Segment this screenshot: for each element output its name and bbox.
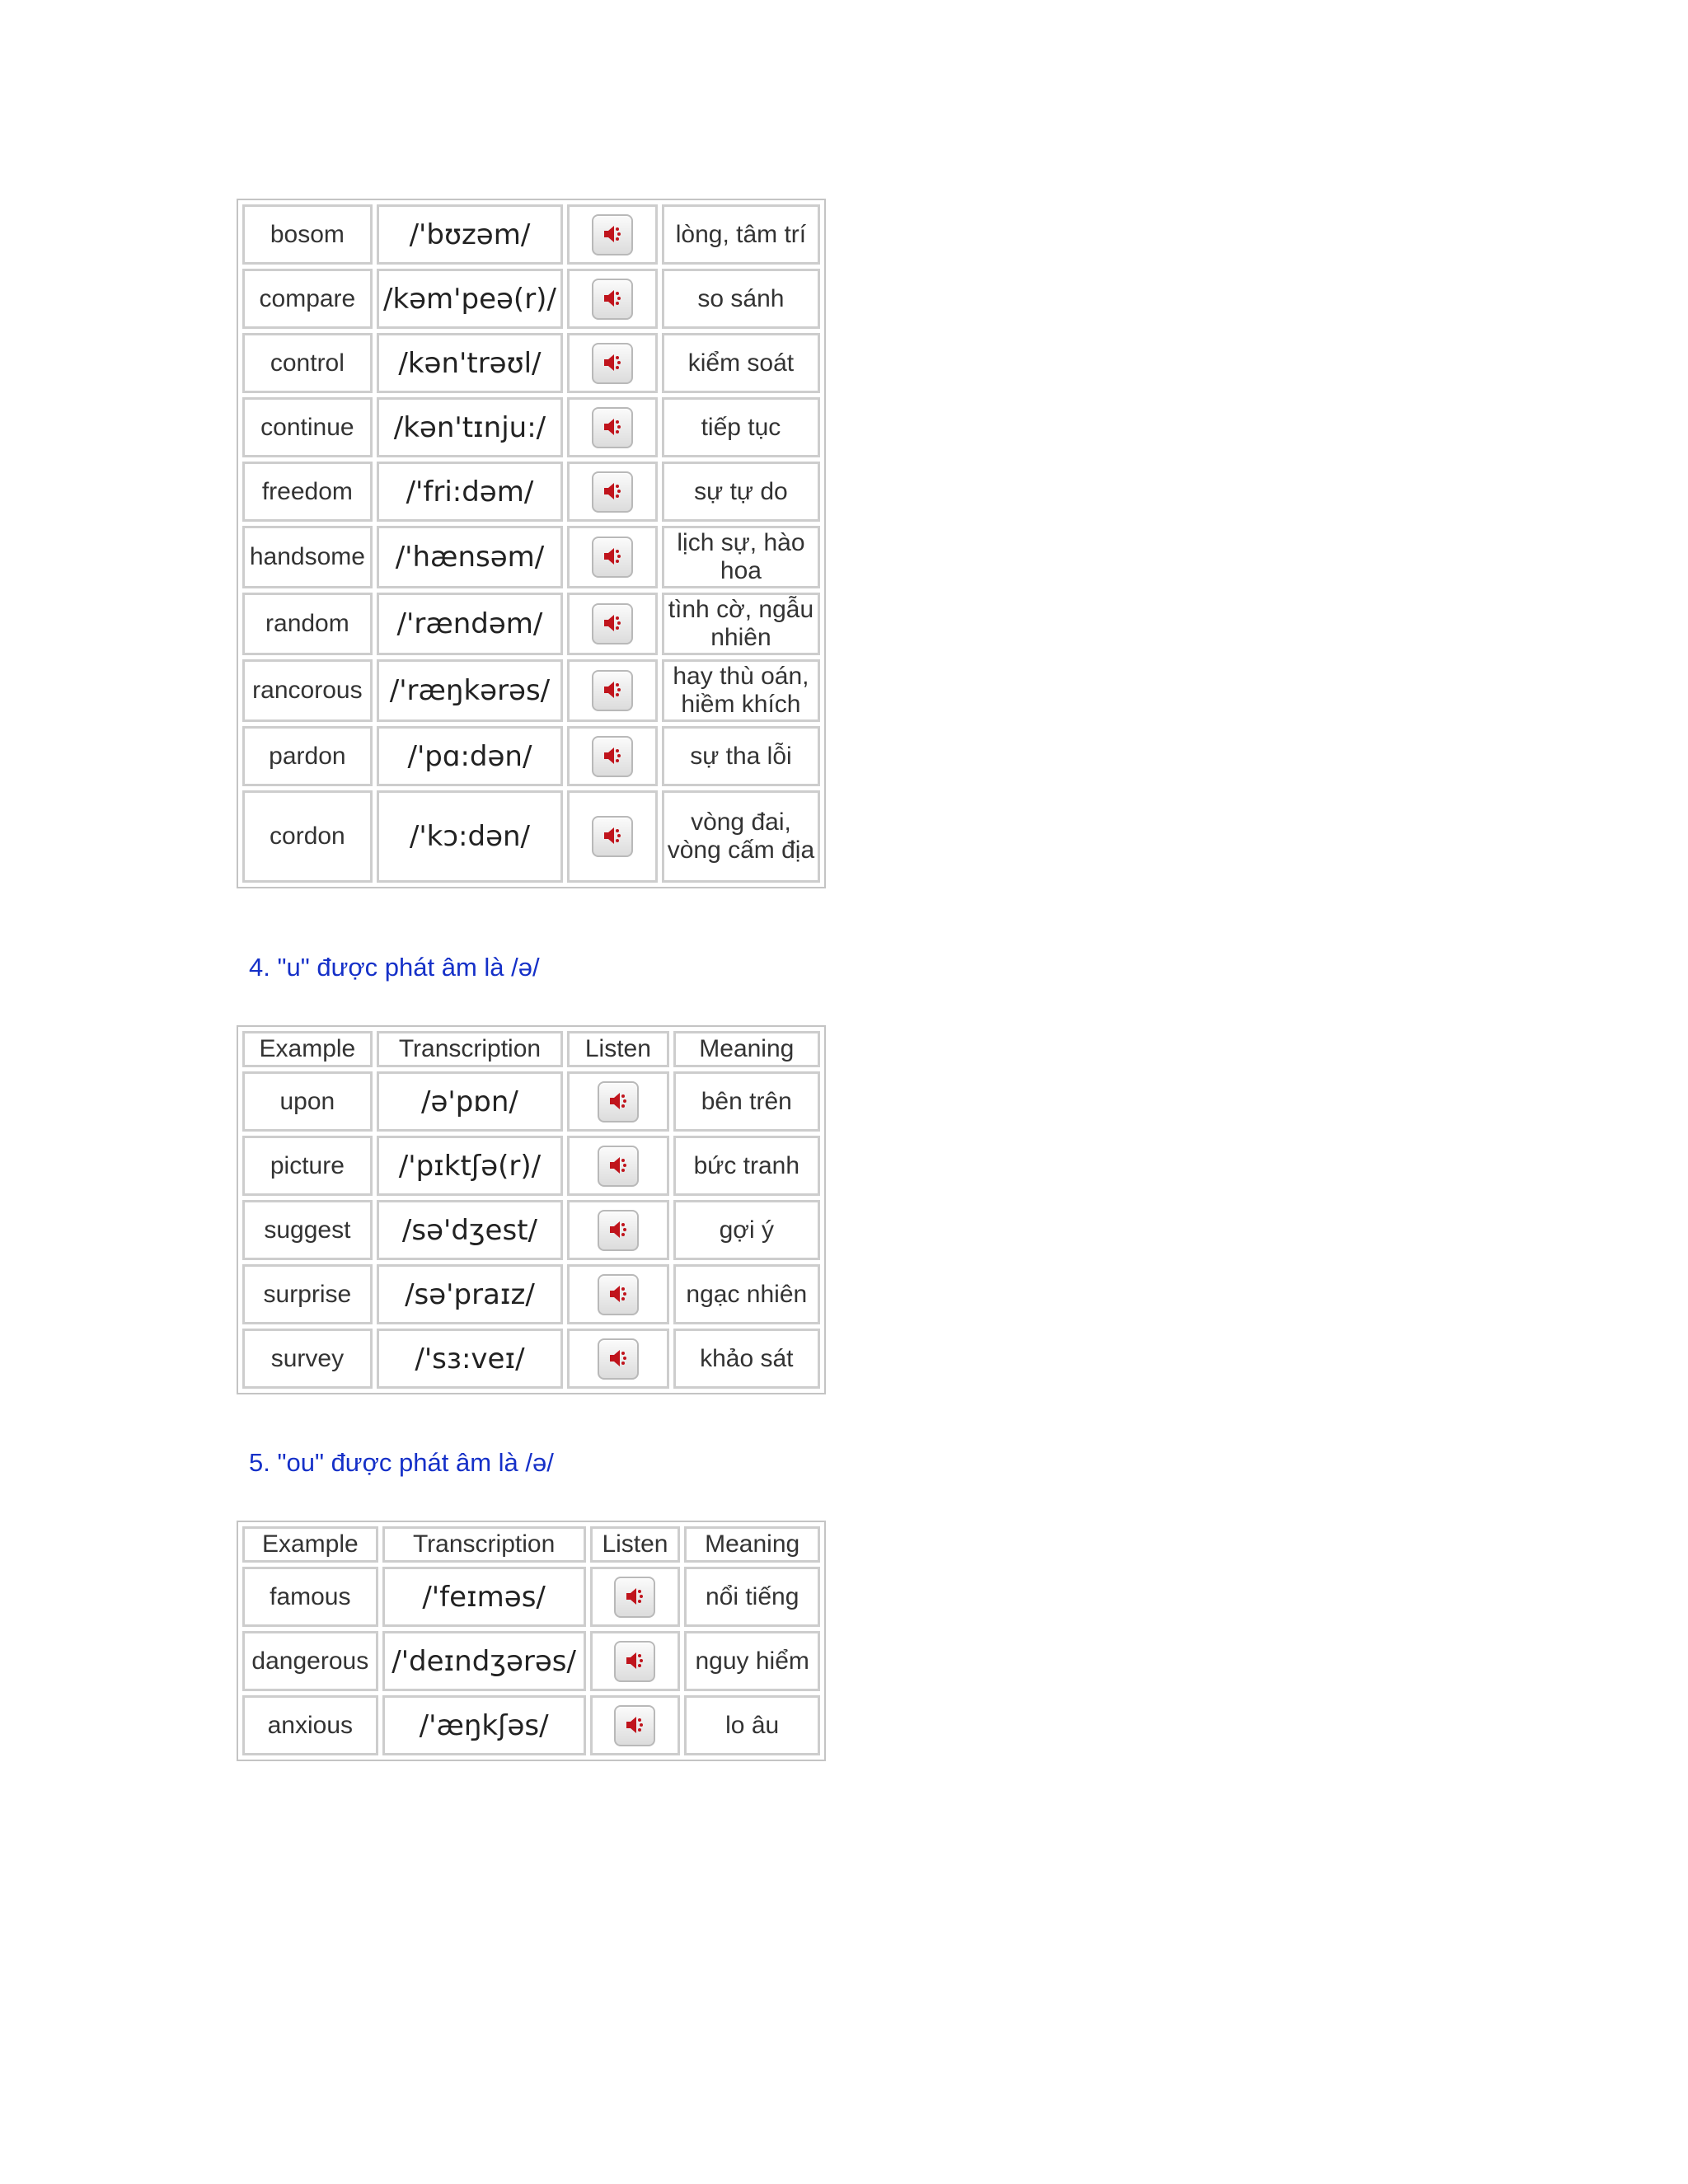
transcription: /kəm'peə(r)/ xyxy=(377,269,563,329)
listen-cell xyxy=(567,462,658,522)
meaning: ngạc nhiên xyxy=(673,1264,820,1324)
example-word: suggest xyxy=(242,1200,373,1260)
vocab-table-section3 xyxy=(237,199,826,888)
example-word: surprise xyxy=(242,1264,373,1324)
example-word: handsome xyxy=(242,526,373,588)
speaker-icon[interactable] xyxy=(592,736,633,777)
listen-cell xyxy=(567,593,658,655)
speaker-icon[interactable] xyxy=(598,1274,639,1315)
speaker-icon[interactable] xyxy=(598,1338,639,1380)
example-word: rancorous xyxy=(242,659,373,722)
meaning: nguy hiểm xyxy=(684,1631,820,1691)
example-word: continue xyxy=(242,397,373,457)
listen-cell xyxy=(567,204,658,265)
listen-cell xyxy=(567,790,658,883)
section-heading-u: 4. "u" được phát âm là /ə/ xyxy=(249,953,540,982)
example-word: picture xyxy=(242,1136,373,1196)
table-row xyxy=(242,1631,820,1691)
speaker-icon[interactable] xyxy=(592,670,633,711)
header-row xyxy=(242,1526,820,1563)
meaning: kiểm soát xyxy=(662,333,820,393)
column-header-listen: Listen xyxy=(567,1031,668,1067)
meaning: gợi ý xyxy=(673,1200,820,1260)
table-row xyxy=(242,333,820,393)
table-row xyxy=(242,462,820,522)
listen-cell xyxy=(567,1264,668,1324)
table-row xyxy=(242,526,820,588)
example-word: control xyxy=(242,333,373,393)
column-header-transcription: Transcription xyxy=(382,1526,586,1563)
transcription: /'feɪməs/ xyxy=(382,1567,586,1627)
meaning: hay thù oán, hiềm khích xyxy=(662,659,820,722)
meaning: bức tranh xyxy=(673,1136,820,1196)
example-word: random xyxy=(242,593,373,655)
listen-cell xyxy=(567,333,658,393)
listen-cell xyxy=(567,1200,668,1260)
example-word: anxious xyxy=(242,1695,378,1755)
section-heading-ou: 5. "ou" được phát âm là /ə/ xyxy=(249,1448,554,1477)
example-word: compare xyxy=(242,269,373,329)
speaker-icon[interactable] xyxy=(592,603,633,644)
example-word: bosom xyxy=(242,204,373,265)
table-row xyxy=(242,204,820,265)
column-header-example: Example xyxy=(242,1031,373,1067)
column-header-meaning: Meaning xyxy=(684,1526,820,1563)
meaning: vòng đai, vòng cấm địa xyxy=(662,790,820,883)
listen-cell xyxy=(567,659,658,722)
meaning: sự tha lỗi xyxy=(662,726,820,786)
meaning: khảo sát xyxy=(673,1329,820,1389)
table-row xyxy=(242,1567,820,1627)
table-row xyxy=(242,790,820,883)
table-row xyxy=(242,269,820,329)
meaning: so sánh xyxy=(662,269,820,329)
listen-cell xyxy=(567,1329,668,1389)
transcription: /kən'trəʊl/ xyxy=(377,333,563,393)
example-word: pardon xyxy=(242,726,373,786)
example-word: famous xyxy=(242,1567,378,1627)
transcription: /'rændəm/ xyxy=(377,593,563,655)
speaker-icon[interactable] xyxy=(598,1210,639,1251)
table-row xyxy=(242,1071,820,1132)
meaning: lo âu xyxy=(684,1695,820,1755)
listen-cell xyxy=(567,1071,668,1132)
meaning: tiếp tục xyxy=(662,397,820,457)
speaker-icon[interactable] xyxy=(592,407,633,448)
example-word: survey xyxy=(242,1329,373,1389)
meaning: lịch sự, hào hoa xyxy=(662,526,820,588)
meaning: nổi tiếng xyxy=(684,1567,820,1627)
speaker-icon[interactable] xyxy=(592,816,633,857)
transcription: /'pɑ:dən/ xyxy=(377,726,563,786)
vocab-table-section4 xyxy=(237,1025,826,1394)
table-row xyxy=(242,1200,820,1260)
transcription: /sə'praɪz/ xyxy=(377,1264,563,1324)
listen-cell xyxy=(567,269,658,329)
meaning: sự tự do xyxy=(662,462,820,522)
table-row xyxy=(242,593,820,655)
transcription: /'sɜ:veɪ/ xyxy=(377,1329,563,1389)
speaker-icon[interactable] xyxy=(592,279,633,320)
speaker-icon[interactable] xyxy=(614,1705,655,1746)
transcription: /'hænsəm/ xyxy=(377,526,563,588)
transcription: /'pɪktʃə(r)/ xyxy=(377,1136,563,1196)
example-word: freedom xyxy=(242,462,373,522)
column-header-listen: Listen xyxy=(590,1526,681,1563)
meaning: tình cờ, ngẫu nhiên xyxy=(662,593,820,655)
transcription: /kən'tɪnju:/ xyxy=(377,397,563,457)
speaker-icon[interactable] xyxy=(592,471,633,513)
transcription: /'bʊzəm/ xyxy=(377,204,563,265)
column-header-meaning: Meaning xyxy=(673,1031,820,1067)
example-word: cordon xyxy=(242,790,373,883)
speaker-icon[interactable] xyxy=(592,537,633,578)
transcription: /ə'pɒn/ xyxy=(377,1071,563,1132)
table-row xyxy=(242,659,820,722)
meaning: lòng, tâm trí xyxy=(662,204,820,265)
example-word: upon xyxy=(242,1071,373,1132)
transcription: /sə'dʒest/ xyxy=(377,1200,563,1260)
speaker-icon[interactable] xyxy=(598,1146,639,1187)
header-row xyxy=(242,1031,820,1067)
speaker-icon[interactable] xyxy=(592,214,633,255)
transcription: /'deɪndʒərəs/ xyxy=(382,1631,586,1691)
listen-cell xyxy=(567,397,658,457)
table-row xyxy=(242,397,820,457)
table-row xyxy=(242,1695,820,1755)
listen-cell xyxy=(590,1567,681,1627)
table-row xyxy=(242,726,820,786)
speaker-icon[interactable] xyxy=(592,343,633,384)
meaning: bên trên xyxy=(673,1071,820,1132)
transcription: /'ræŋkərəs/ xyxy=(377,659,563,722)
listen-cell xyxy=(567,1136,668,1196)
transcription: /'fri:dəm/ xyxy=(377,462,563,522)
listen-cell xyxy=(590,1631,681,1691)
speaker-icon[interactable] xyxy=(614,1641,655,1682)
table-row xyxy=(242,1136,820,1196)
example-word: dangerous xyxy=(242,1631,378,1691)
table-row xyxy=(242,1264,820,1324)
transcription: /'æŋkʃəs/ xyxy=(382,1695,586,1755)
column-header-transcription: Transcription xyxy=(377,1031,563,1067)
vocab-table-section5 xyxy=(237,1521,826,1761)
listen-cell xyxy=(567,526,658,588)
speaker-icon[interactable] xyxy=(598,1081,639,1122)
listen-cell xyxy=(567,726,658,786)
table-row xyxy=(242,1329,820,1389)
speaker-icon[interactable] xyxy=(614,1577,655,1618)
column-header-example: Example xyxy=(242,1526,378,1563)
listen-cell xyxy=(590,1695,681,1755)
transcription: /'kɔ:dən/ xyxy=(377,790,563,883)
